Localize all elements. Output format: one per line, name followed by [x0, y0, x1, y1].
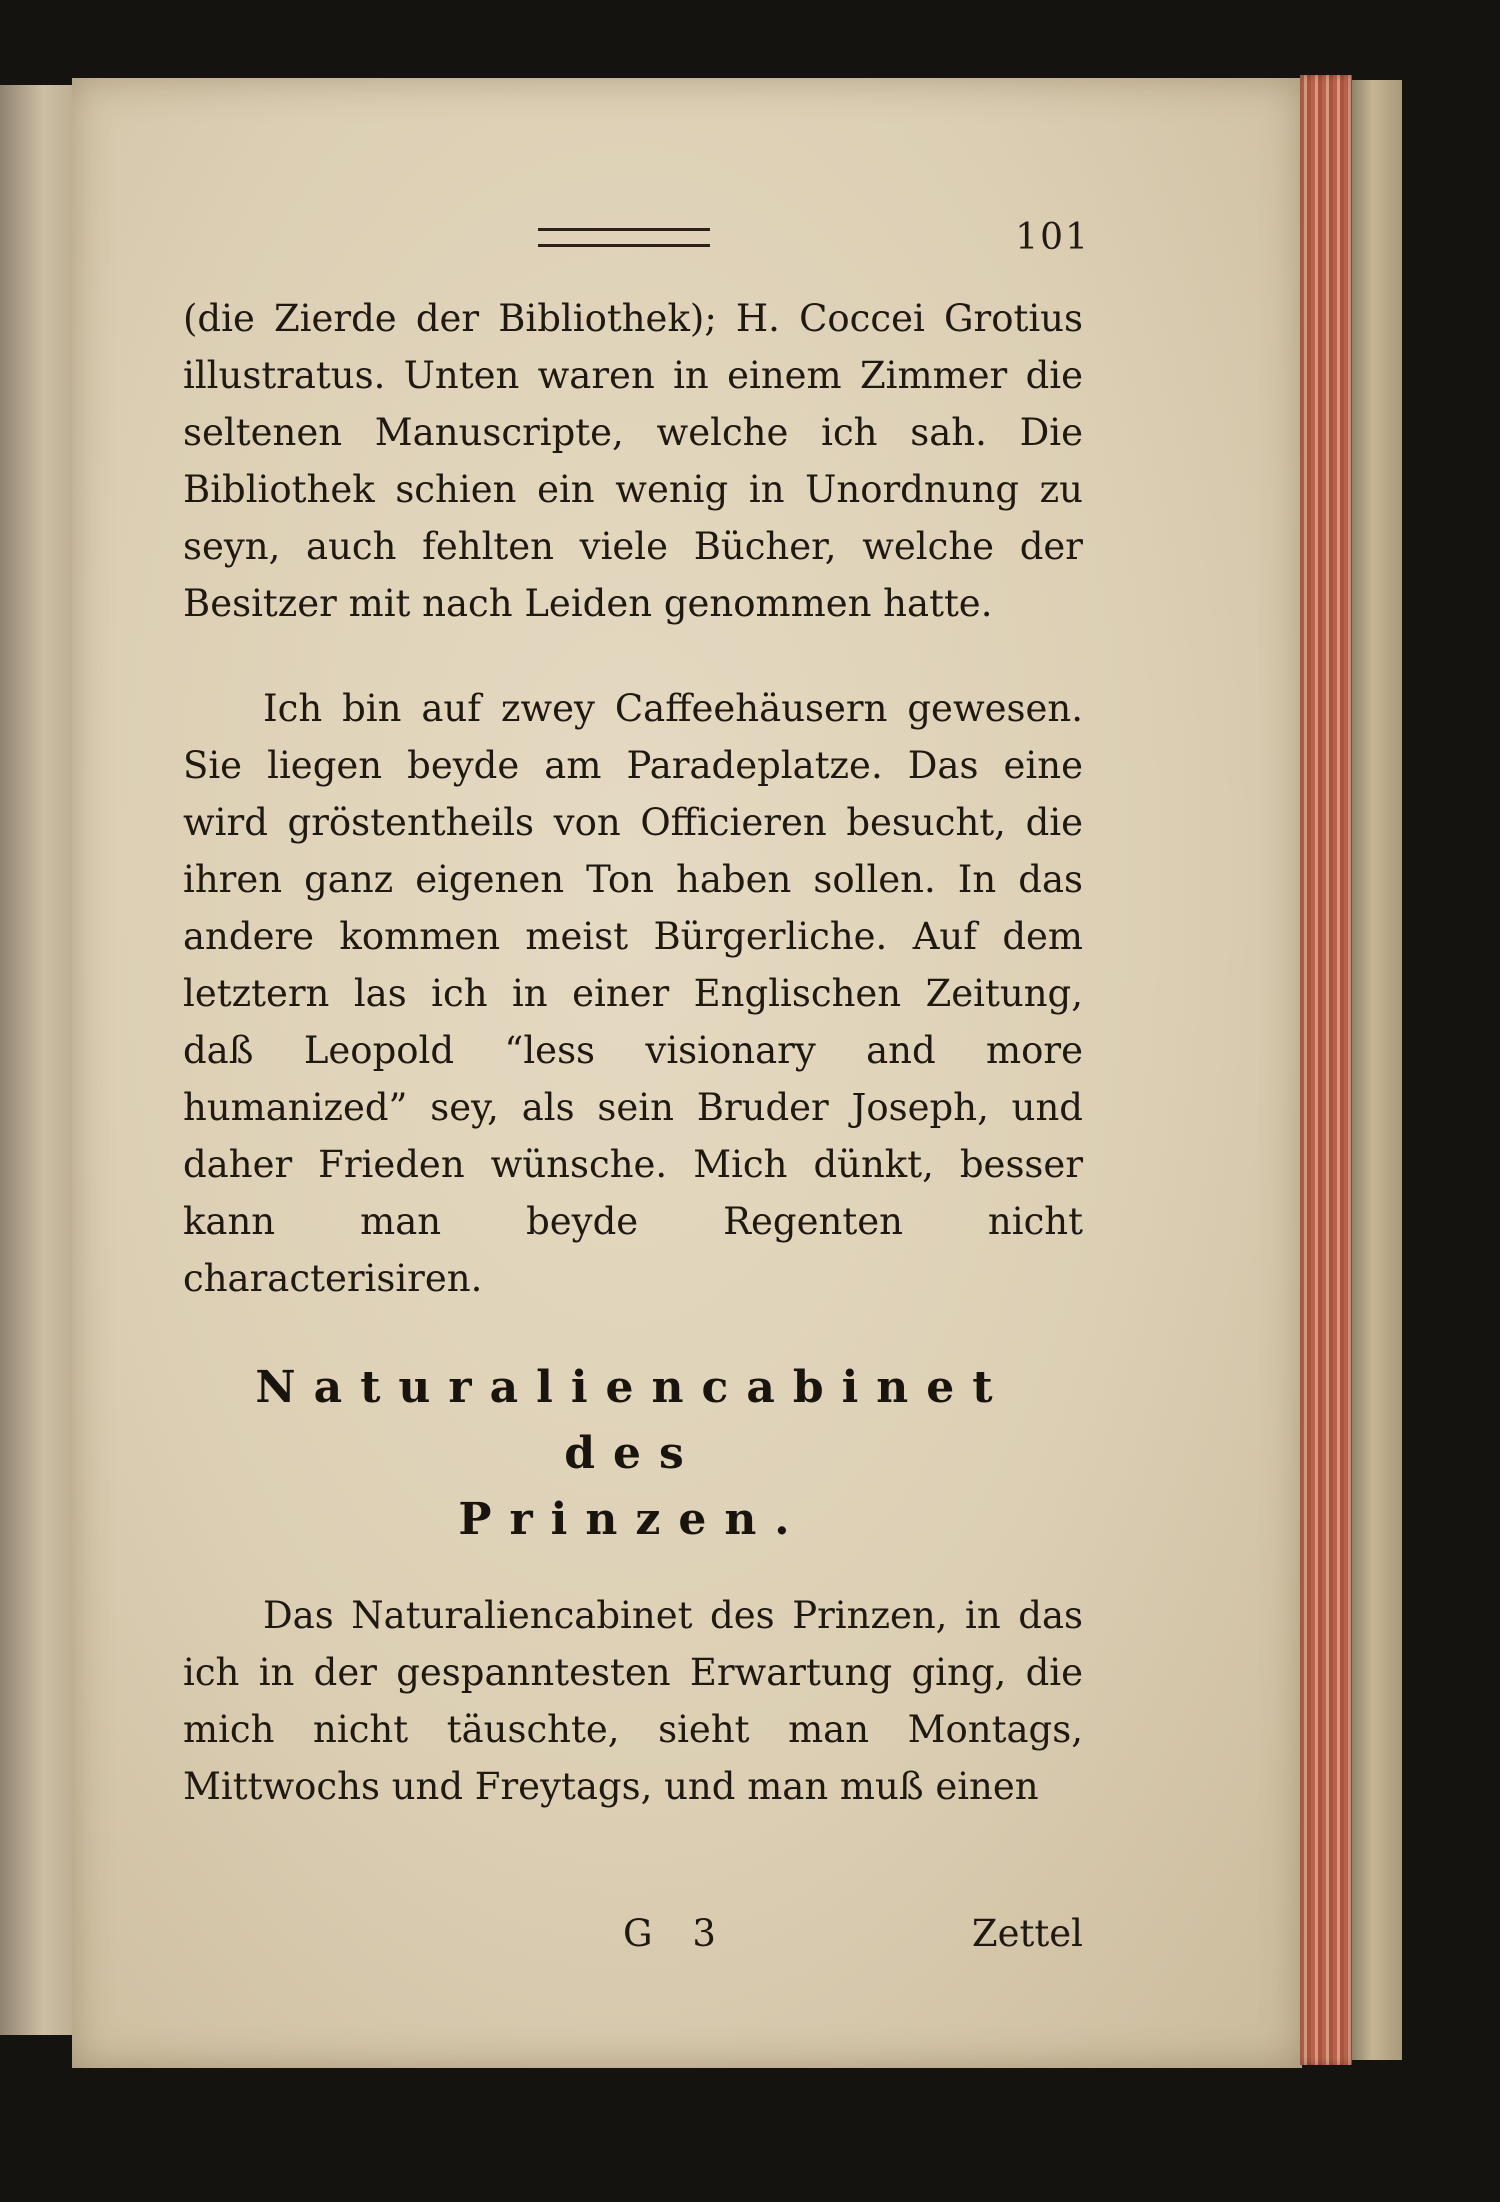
- signature-mark: G 3: [623, 1912, 730, 1955]
- paragraph-3: Das Naturaliencabinet des Prinzen, in das ich in der gespanntesten Erwartung ging, die mich nicht täuschte, sieht man Montags, Mittwochs und Freytags, und man muß einen: [183, 1594, 1083, 1808]
- header-rule: [538, 228, 710, 247]
- fore-edge: [1352, 80, 1402, 2060]
- footer-line: [183, 1912, 1083, 1972]
- catchword: Zettel: [971, 1912, 1083, 1955]
- page-number: 101: [1015, 217, 1090, 258]
- section-title-line-2: Prinzen.: [458, 1494, 808, 1545]
- text-block: [183, 290, 1083, 1815]
- paragraph-2: Ich bin auf zwey Caffeehäusern gewesen. Sie liegen beyde am Paradeplatze. Das eine wird gröstentheils von Officieren besucht, die ihren ganz eigenen Ton haben sollen. In das andere kommen meist Bürgerliche. Auf dem letztern las ich in einer Englischen Zeitung, daß Leopold “less visionary and more humanized” sey, als sein Bruder Joseph, und daher Frieden wünsche. Mich dünkt, besser kann man beyde Regenten nicht characterisiren.: [183, 687, 1083, 1300]
- section-title-line-1: Naturaliencabinet des: [255, 1362, 1011, 1479]
- paragraph-1: (die Zierde der Bibliothek); H. Coccei Grotius illustratus. Unten waren in einem Zimmer die seltenen Manuscripte, welche ich sah. Die Bibliothek schien ein wenig in Unordnung zu seyn, auch fehlten viele Bücher, welche der Besitzer mit nach Leiden genommen hatte.: [183, 297, 1083, 625]
- red-page-edges: [1300, 75, 1352, 2065]
- facing-page-edge: [0, 85, 74, 2035]
